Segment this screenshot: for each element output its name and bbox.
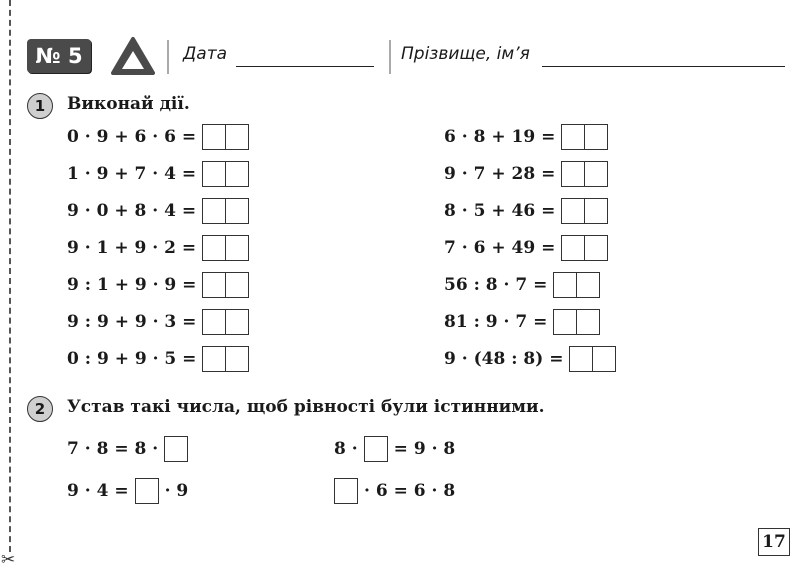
date-label: Дата [183,44,228,64]
answer-box[interactable] [364,436,388,462]
equation-row [444,272,600,298]
answer-box[interactable] [553,272,600,298]
answer-box[interactable] [135,478,159,504]
answer-box[interactable] [164,436,188,462]
equation-text: 9 · 0 + 8 · 4 = [67,201,197,221]
equation-text: 56 : 8 · 7 = [444,275,548,295]
equation-text: 7 · 6 + 49 = [444,238,556,258]
answer-box[interactable] [561,161,608,187]
equation-text: 7 · 8 = 8 · [67,439,159,459]
equation-text: 81 : 9 · 7 = [444,312,548,332]
equation-text: 9 · 7 + 28 = [444,164,556,184]
task-2-title: Устав такі числа, щоб рівності були істинними. [67,397,545,417]
equation-text: 9 · (48 : 8) = [444,349,564,369]
equation-text: · 9 [164,481,189,501]
header-separator [167,40,169,74]
equation-text: 0 : 9 + 9 · 5 = [67,349,197,369]
equation-2-3 [67,478,188,504]
equation-row [444,161,608,187]
cut-line [9,0,11,552]
answer-box[interactable] [202,161,249,187]
equation-text: 9 · 1 + 9 · 2 = [67,238,197,258]
equation-row [67,161,249,187]
equation-text: 9 : 9 + 9 · 3 = [67,312,197,332]
equation-row [444,346,616,372]
answer-box[interactable] [202,346,249,372]
equation-text: 8 · [334,439,358,459]
equation-row [444,235,608,261]
answer-box[interactable] [202,272,249,298]
date-field[interactable] [236,66,374,67]
equation-text: 0 · 9 + 6 · 6 = [67,127,197,147]
equation-row [67,272,249,298]
answer-box[interactable] [561,198,608,224]
equation-row [67,309,249,335]
answer-box[interactable] [561,235,608,261]
equation-row [67,124,249,150]
equation-row [444,198,608,224]
scissors-icon: ✂ [1,550,16,570]
answer-box[interactable] [202,309,249,335]
answer-box[interactable] [202,198,249,224]
equation-text: 1 · 9 + 7 · 4 = [67,164,197,184]
answer-box[interactable] [202,124,249,150]
equation-2-4 [334,478,455,504]
page-number: 17 [758,528,790,556]
name-field[interactable] [542,66,785,67]
equation-row [444,124,608,150]
triangle-icon [110,36,156,76]
task-2-number: 2 [27,396,53,422]
equation-row [67,346,249,372]
answer-box[interactable] [553,309,600,335]
equation-text: 6 · 8 + 19 = [444,127,556,147]
task-1-number: 1 [27,93,53,119]
task-1-title: Виконай дії. [67,94,190,114]
equation-text: = 9 · 8 [393,439,456,459]
equation-text: 9 : 1 + 9 · 9 = [67,275,197,295]
equation-row [67,198,249,224]
equation-text: 9 · 4 = [67,481,129,501]
header-separator [389,40,391,74]
equation-row [67,235,249,261]
equation-row [444,309,600,335]
equation-2-2 [334,436,455,462]
answer-box[interactable] [202,235,249,261]
equation-text: 8 · 5 + 46 = [444,201,556,221]
exercise-number-badge: № 5 [27,39,91,73]
equation-text: · 6 = 6 · 8 [364,481,456,501]
answer-box[interactable] [569,346,616,372]
answer-box[interactable] [561,124,608,150]
equation-2-1 [67,436,194,462]
name-label: Прізвище, ім’я [401,44,530,64]
answer-box[interactable] [334,478,358,504]
